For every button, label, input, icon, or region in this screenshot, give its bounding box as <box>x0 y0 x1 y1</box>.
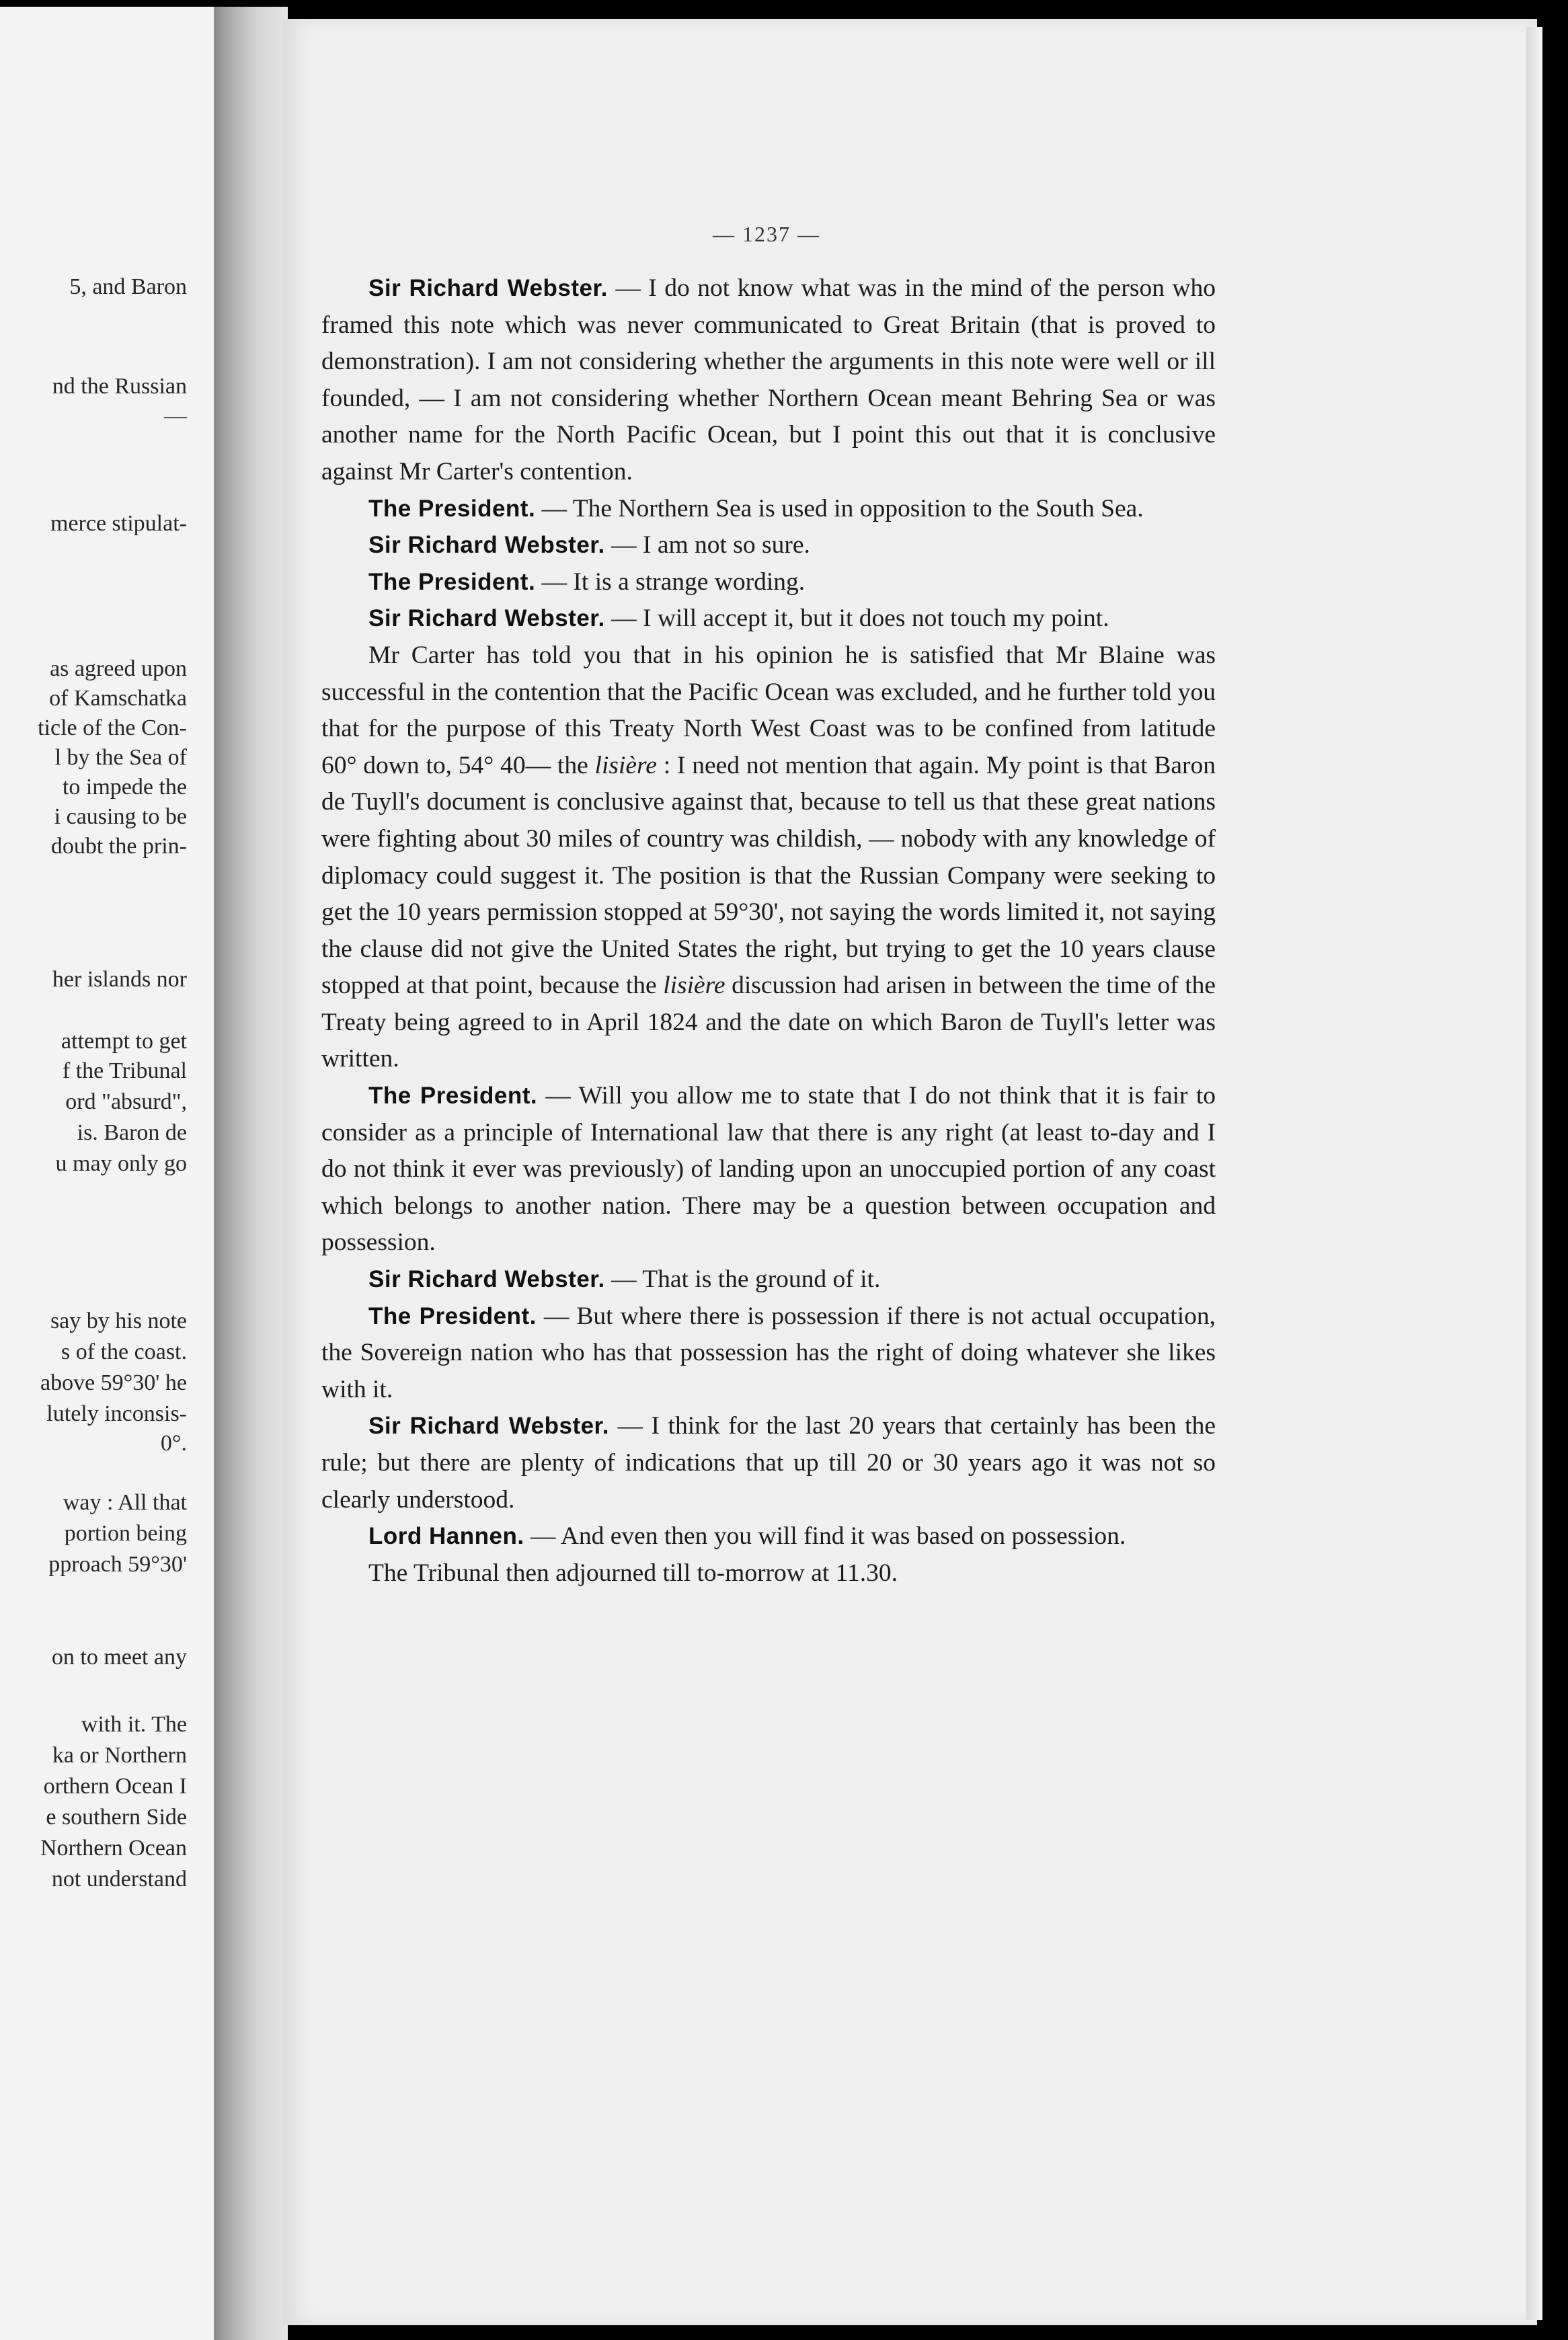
closing-line: The Tribunal then adjourned till to-morrow at 11.30. <box>368 1559 898 1587</box>
previous-page-line: not understand <box>51 1867 187 1892</box>
paragraph-president-3 <box>321 1078 1216 1261</box>
italic-term: lisière <box>594 751 657 779</box>
previous-page-line: pproach 59°30' <box>48 1552 187 1577</box>
previous-page-line: s of the coast. <box>61 1339 187 1364</box>
previous-page-line: nd the Russian <box>52 374 187 399</box>
page-edge <box>1526 27 1542 2320</box>
paragraph-text: : I need not mention that again. My point is that Baron de Tuyll's document is conclusive against that, because to tell us that these great nations were fighting about 30 miles of country was childish, — nobody with any knowledge of diplomacy could suggest it. The position is that the Russian Company were seeking to get the 10 years permission stopped at 59°30', not saying the words limited it, not saying the clause did not give the United States the right, but trying to get the 10 years clause stopped at that point, because the <box>321 751 1216 1000</box>
speaker-name: The President. <box>368 495 536 522</box>
speaker-name: Lord Hannen. <box>368 1523 524 1550</box>
previous-page-line: way : All that <box>63 1490 187 1515</box>
previous-page-line: is. Baron de <box>77 1120 187 1145</box>
speaker-name: The President. <box>368 1302 537 1329</box>
previous-page-line: ord "absurd", <box>65 1089 187 1114</box>
previous-page-fragment <box>0 7 222 2340</box>
previous-page-line: ka or Northern <box>52 1743 187 1768</box>
previous-page-line: portion being <box>64 1521 187 1546</box>
previous-page-line: — <box>164 403 187 428</box>
paragraph-webster-5 <box>321 1408 1216 1518</box>
paragraph-text: — But where there is possession if there is not actual occupation, the Sovereign nation who has that possession has the right of doing whatever she likes with it. <box>321 1302 1216 1403</box>
previous-page-line: of Kamschatka <box>49 686 187 711</box>
previous-page-line: 5, and Baron <box>69 274 187 299</box>
book-gutter <box>214 7 288 2340</box>
paragraph-webster-2 <box>321 527 1216 564</box>
previous-page-line: f the Tribunal <box>62 1058 187 1083</box>
transcript-body <box>321 270 1216 1592</box>
paragraph-text: — That is the ground of it. <box>611 1265 881 1294</box>
previous-page-line: her islands nor <box>52 967 187 992</box>
previous-page-line: on to meet any <box>51 1645 187 1670</box>
speaker-name: Sir Richard Webster. <box>368 1266 605 1293</box>
paragraph-webster-argument <box>321 637 1216 1078</box>
paragraph-text: — Will you allow me to state that I do not think that it is fair to consider as a principle of International law that there is any right (at least to-day and I do not think it ever was previously) of landing upon an unoccupied portion of any coast which belongs to another nation. There may be a question between occupation and possession. <box>321 1082 1216 1257</box>
paragraph-text: discussion had arisen in between the time of the Treaty being agreed to in April 1824 and the date on which Baron de Tuyll's letter was written. <box>321 972 1216 1073</box>
previous-page-line: say by his note <box>50 1309 187 1333</box>
speaker-name: The President. <box>368 1083 538 1109</box>
paragraph-text: — The Northern Sea is used in opposition to the South Sea. <box>541 494 1144 522</box>
paragraph-webster-1 <box>321 270 1216 491</box>
speaker-name: The President. <box>368 568 536 595</box>
previous-page-line: lutely inconsis- <box>46 1401 187 1426</box>
paragraph-text: Mr Carter has told you that in his opinion he is satisfied that Mr Blaine was successful in the contention that the Pacific Ocean was excluded, and he further told you that for the purpose of this Treaty North West Coast was to be confined from latitude 60° down to, 54° 40— the <box>321 641 1216 779</box>
previous-page-line: as agreed upon <box>50 656 187 681</box>
previous-page-line: above 59°30' he <box>40 1370 187 1395</box>
paragraph-president-2 <box>321 564 1216 601</box>
previous-page-line: 0°. <box>160 1431 187 1456</box>
speaker-name: Sir Richard Webster. <box>368 1413 609 1440</box>
previous-page-line: i causing to be <box>54 804 187 829</box>
paragraph-text: — I think for the last 20 years that certainly has been the rule; but there are plenty of indications that up till 20 or 30 years ago it was not so clearly understood. <box>321 1412 1216 1514</box>
previous-page-line: ticle of the Con- <box>38 715 187 740</box>
paragraph-text: — I will accept it, but it does not touch my point. <box>611 604 1109 633</box>
previous-page-line: to impede the <box>62 775 187 800</box>
paragraph-text: — It is a strange wording. <box>541 568 806 596</box>
paragraph-president-1 <box>321 491 1216 528</box>
speaker-name: Sir Richard Webster. <box>368 532 605 559</box>
speaker-name: Sir Richard Webster. <box>368 275 608 301</box>
paragraph-text: — I am not so sure. <box>611 531 810 559</box>
paragraph-text: — I do not know what was in the mind of the person who framed this note which was never communicated to Great Britain (that is proved to demonstration). I am not considering whether the arguments in this note were well or ill founded, — I am not considering whether Northern Ocean meant Behring Sea or was another name for the North Pacific Ocean, but I point this out that it is conclusive against Mr Carter's contention. <box>321 274 1216 485</box>
italic-term: lisière <box>663 972 726 1000</box>
paragraph-hannen <box>321 1518 1216 1555</box>
previous-page-line: attempt to get <box>61 1029 187 1054</box>
speaker-name: Sir Richard Webster. <box>368 605 605 632</box>
previous-page-line: u may only go <box>55 1151 187 1176</box>
previous-page-line: Northern Ocean <box>40 1836 187 1861</box>
previous-page-line: doubt the prin- <box>50 834 187 859</box>
previous-page-line: orthern Ocean I <box>43 1774 187 1799</box>
paragraph-president-4 <box>321 1298 1216 1409</box>
previous-page-line: l by the Sea of <box>54 745 187 770</box>
previous-page-line: merce stipulat- <box>50 511 187 536</box>
previous-page-line: e southern Side <box>46 1805 187 1830</box>
paragraph-text: — And even then you will find it was based on possession. <box>530 1522 1126 1551</box>
paragraph-webster-4 <box>321 1261 1216 1298</box>
paragraph-webster-3 <box>321 600 1216 637</box>
page-number: — 1237 — <box>713 222 820 246</box>
previous-page-line: with it. The <box>81 1712 187 1737</box>
